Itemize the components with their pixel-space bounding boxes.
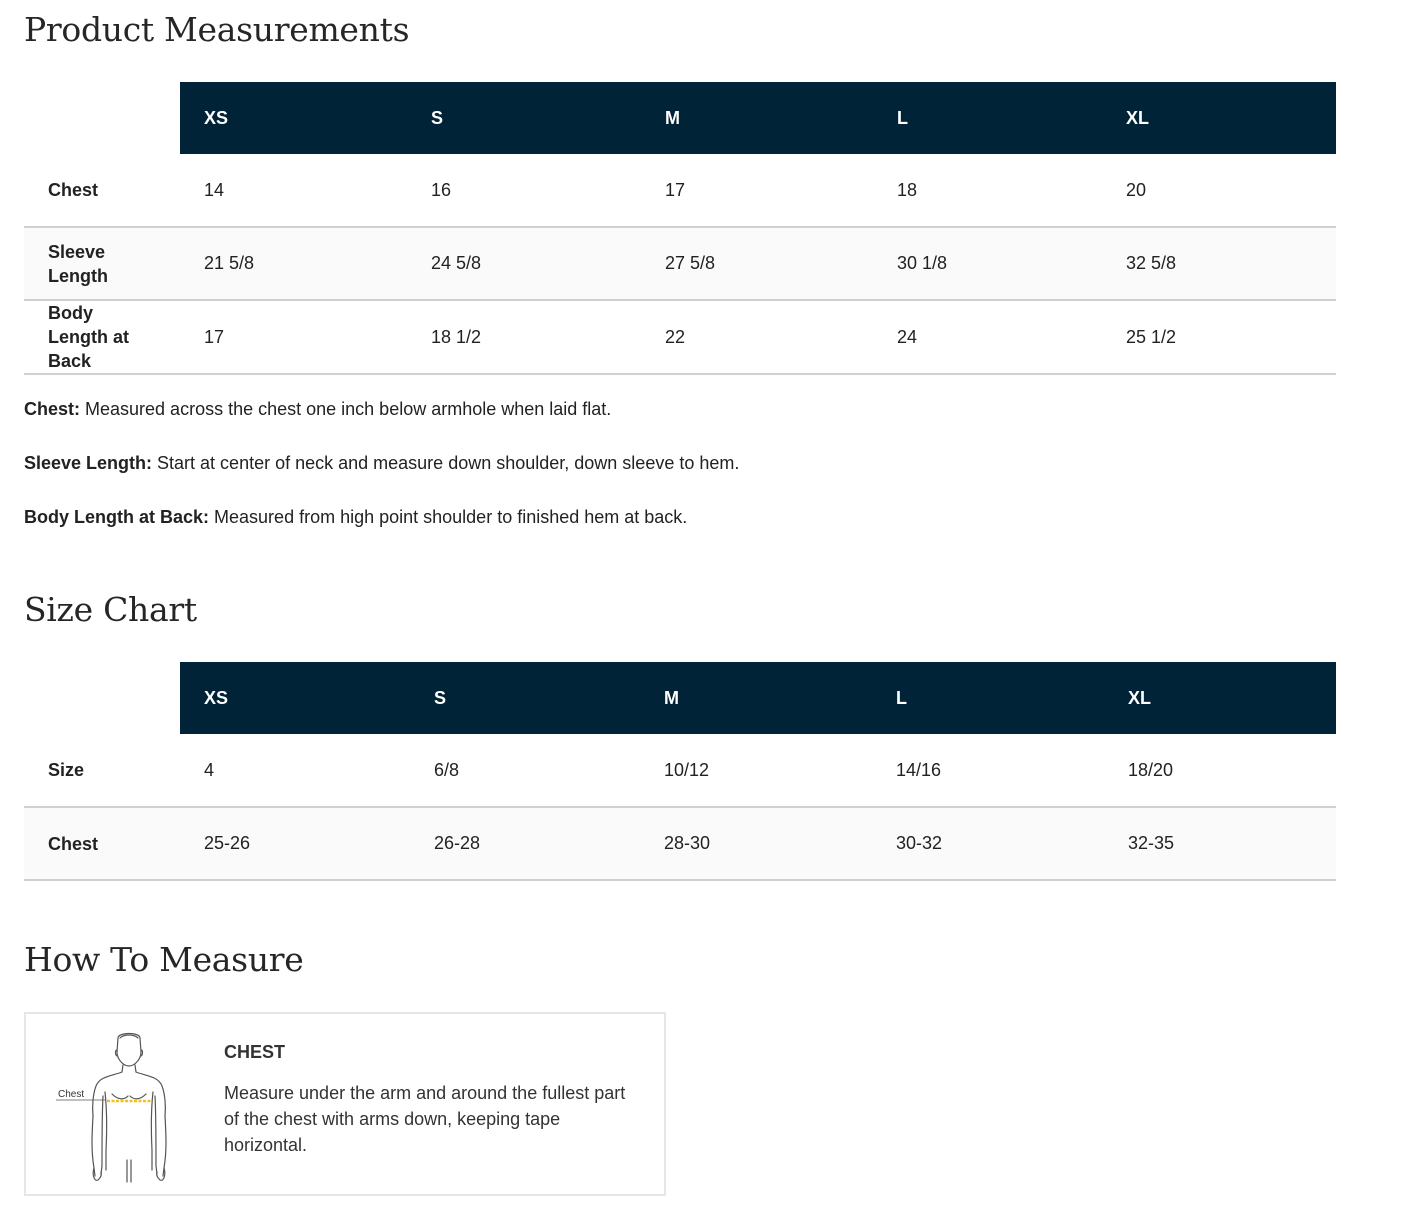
row-label: Sleeve Length [48,241,108,286]
note-text: Measured across the chest one inch below armhole when laid flat. [80,399,612,419]
column-header: M [641,82,873,154]
size-chart-table [24,662,1336,881]
row-label: Chest [48,833,99,854]
column-header: S [407,82,641,154]
note-text: Measured from high point shoulder to finished hem at back. [209,507,688,527]
table-row [24,300,1336,374]
table-cell: 22 [665,326,686,347]
table-cell: 21 5/8 [204,253,255,273]
how-to-measure-card [24,1012,666,1196]
figure-chest-label: Chest [58,1089,85,1100]
table-cell: 10/12 [664,759,710,780]
table-cell: 18/20 [1128,759,1174,780]
table-cell: 17 [204,326,225,347]
note-term: Chest: [24,399,81,419]
column-header: S [410,662,640,734]
row-label: Chest [48,180,99,200]
note-term: Body Length at Back: [24,507,210,527]
table-cell: 18 1/2 [431,326,482,347]
table-cell: 18 [897,179,918,200]
table-corner [24,662,180,734]
table-cell: 26-28 [434,833,481,853]
table-cell: 32-35 [1128,833,1175,853]
row-label: Body Length at Back [48,303,129,371]
note-chest [24,398,1024,421]
note-term: Sleeve Length: [24,453,153,473]
table-row [24,154,1336,227]
measure-title: CHEST [224,1042,286,1062]
table-cell: 25 1/2 [1126,326,1177,347]
note-sleeve-length [24,452,1024,475]
table-cell: 32 5/8 [1126,253,1177,273]
table-cell: 25-26 [204,833,251,853]
size-chart-heading: Size Chart [24,590,197,629]
measure-description: Measure under the arm and around the fullest part of the chest with arms down, keeping tape horizontal. [224,1083,626,1155]
body-outline-figure-icon [54,1030,204,1186]
table-corner [24,82,180,154]
table-cell: 20 [1126,179,1147,200]
column-header: L [872,662,1104,734]
measurement-notes [24,398,1024,560]
table-cell: 30-32 [896,833,943,853]
how-to-measure-heading: How To Measure [24,940,304,979]
table-cell: 27 5/8 [665,253,716,273]
table-cell: 6/8 [434,759,460,780]
product-measurements-heading: Product Measurements [24,10,410,49]
product-measurements-table [24,82,1336,375]
table-cell: 14/16 [896,759,942,780]
column-header: M [640,662,872,734]
column-header: XS [180,662,410,734]
table-cell: 28-30 [664,833,711,853]
table-cell: 17 [665,179,686,200]
table-cell: 30 1/8 [897,253,948,273]
column-header: XS [180,82,407,154]
column-header: XL [1104,662,1336,734]
row-label: Size [48,760,85,780]
table-cell: 16 [431,179,452,200]
note-text: Start at center of neck and measure down shoulder, down sleeve to hem. [152,453,740,473]
table-cell: 14 [204,179,225,200]
column-header: L [873,82,1102,154]
table-row [24,227,1336,300]
table-row [24,734,1336,807]
table-cell: 24 [897,326,918,347]
table-row [24,807,1336,880]
column-header: XL [1102,82,1336,154]
table-cell: 4 [204,759,215,780]
table-cell: 24 5/8 [431,253,482,273]
note-body-length [24,506,1024,529]
